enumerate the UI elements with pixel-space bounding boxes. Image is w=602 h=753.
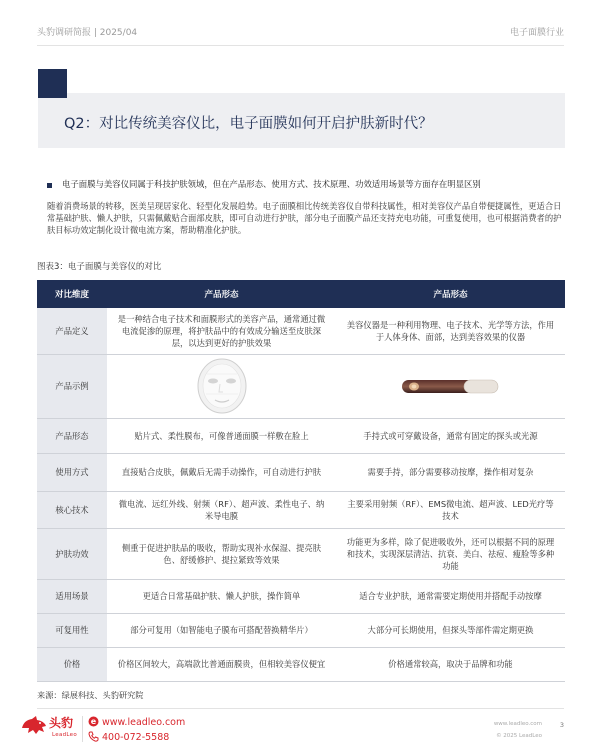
header-divider: [37, 45, 564, 46]
table-row: [37, 354, 565, 418]
cell-electronic-mask-image: [107, 354, 336, 418]
row-label: 产品示例: [37, 354, 107, 418]
cell-electronic-mask: 更适合日常基础护肤、懒人护肤，操作简单: [107, 579, 336, 613]
table-row: [37, 647, 565, 681]
website-text[interactable]: www.leadleo.com: [102, 717, 186, 728]
footer-logo-divider: [82, 716, 83, 742]
figure-title: 图表3：电子面膜与美容仪的对比: [37, 262, 162, 272]
question-title: Q2：对比传统美容仪比，电子面膜如何开启护肤新时代？: [64, 116, 433, 132]
electronic-mask-image: [187, 358, 257, 414]
row-label: 价格: [37, 647, 107, 681]
table-row: [37, 613, 565, 647]
cell-beauty-device: 适合专业护肤，通常需要定期使用并搭配手动按摩: [336, 579, 565, 613]
cell-electronic-mask: 直接贴合皮肤，佩戴后无需手动操作，可自动进行护肤: [107, 453, 336, 491]
footer-phone[interactable]: [88, 731, 169, 743]
cell-electronic-mask: 微电流、远红外线、射频（RF）、超声波、柔性电子、纳米导电膜: [107, 491, 336, 528]
logo-english-name: LeadLeo: [52, 732, 78, 738]
globe-e-icon: [88, 716, 99, 727]
row-label: 产品形态: [37, 418, 107, 453]
row-label: 护肤功效: [37, 528, 107, 579]
cell-electronic-mask: 贴片式、柔性膜布，可像普通面膜一样敷在脸上: [107, 418, 336, 453]
header-dimension: 对比维度: [37, 280, 107, 308]
cell-beauty-device: 价格通常较高，取决于品牌和功能: [336, 647, 565, 681]
cell-beauty-device: 美容仪器是一种利用物理、电子技术、光学等方法，作用于人体身体、面部，达到美容效果的仪器: [336, 308, 565, 354]
table-row: [37, 308, 565, 354]
cell-beauty-device: 大部分可长期使用，但探头等部件需定期更换: [336, 613, 565, 647]
footer-website[interactable]: [88, 716, 185, 728]
row-label: 核心技术: [37, 491, 107, 528]
question-accent-block: [38, 69, 67, 98]
footer-divider: [37, 708, 564, 709]
table-row: [37, 453, 565, 491]
table-row: [37, 418, 565, 453]
footer-site-small: www.leadleo.com: [493, 721, 542, 727]
phone-text[interactable]: 400-072-5588: [102, 732, 170, 743]
intro-paragraph: 随着消费场景的转移，医美呈现居家化、轻型化发展趋势。电子面膜相比传统美容仪自带科技属性，相对美容仪产品自带便捷属性，更适合日常基础护肤、懒人护肤，只需佩戴贴合面部皮肤，即可自动进行护肤，部分电子面膜产品还支持充电功能，可重复使用，也可根据消费者的护肤目标功效定制化设计微电流方案，帮助精准化护肤。: [47, 201, 562, 235]
row-label: 适用场景: [37, 579, 107, 613]
row-label: 产品定义: [37, 308, 107, 354]
page-number: 3: [559, 721, 564, 729]
header-beauty-device: 产品形态: [336, 280, 565, 308]
table-row: [37, 491, 565, 528]
cell-electronic-mask: 部分可复用（如智能电子膜布可搭配替换精华片）: [107, 613, 336, 647]
bullet-square-icon: [47, 183, 52, 188]
beauty-device-image: [396, 366, 506, 406]
table-row: [37, 528, 565, 579]
bullet-heading: 电子面膜与美容仪同属于科技护肤领域，但在产品形态、使用方式、技术原理、功效适用场景等方面存在明显区别: [62, 179, 481, 189]
cell-electronic-mask: 侧重于促进护肤品的吸收，帮助实现补水保湿、提亮肤色、舒缓修护、提拉紧致等效果: [107, 528, 336, 579]
cell-electronic-mask: 价格区间较大，高端款比普通面膜贵，但相较美容仪便宜: [107, 647, 336, 681]
footer-copyright: © 2025 LeadLeo: [496, 733, 542, 739]
header-industry: 电子面膜行业: [509, 28, 564, 38]
leopard-logo-icon: [20, 714, 48, 736]
comparison-table: [37, 280, 565, 682]
source-note: 来源：绿展科技、头豹研究院: [37, 690, 144, 700]
svg-text:e: e: [90, 717, 97, 727]
row-label: 可复用性: [37, 613, 107, 647]
logo-chinese-name: 头豹: [49, 716, 74, 730]
cell-beauty-device: 主要采用射频（RF）、EMS微电流、超声波、LED光疗等技术: [336, 491, 565, 528]
header-report-title: 头豹调研简报 | 2025/04: [37, 28, 138, 38]
table-header-row: [37, 280, 565, 308]
cell-beauty-device: 功能更为多样，除了促进吸收外，还可以根据不同的原理和技术，实现深层清洁、抗衰、美白、祛痘、瘦脸等多种功能: [336, 528, 565, 579]
row-label: 使用方式: [37, 453, 107, 491]
header-electronic-mask: 产品形态: [107, 280, 336, 308]
cell-beauty-device-image: [336, 354, 565, 418]
cell-beauty-device: 手持式或可穿戴设备，通常有固定的探头或光源: [336, 418, 565, 453]
table-row: [37, 579, 565, 613]
phone-icon: [88, 731, 99, 742]
cell-electronic-mask: 是一种结合电子技术和面膜形式的美容产品，通常通过微电流促渗的原理，将护肤品中的有效成分输送至皮肤深层，以达到更好的护肤效果: [107, 308, 336, 354]
cell-beauty-device: 需要手持，部分需要移动按摩，操作相对复杂: [336, 453, 565, 491]
